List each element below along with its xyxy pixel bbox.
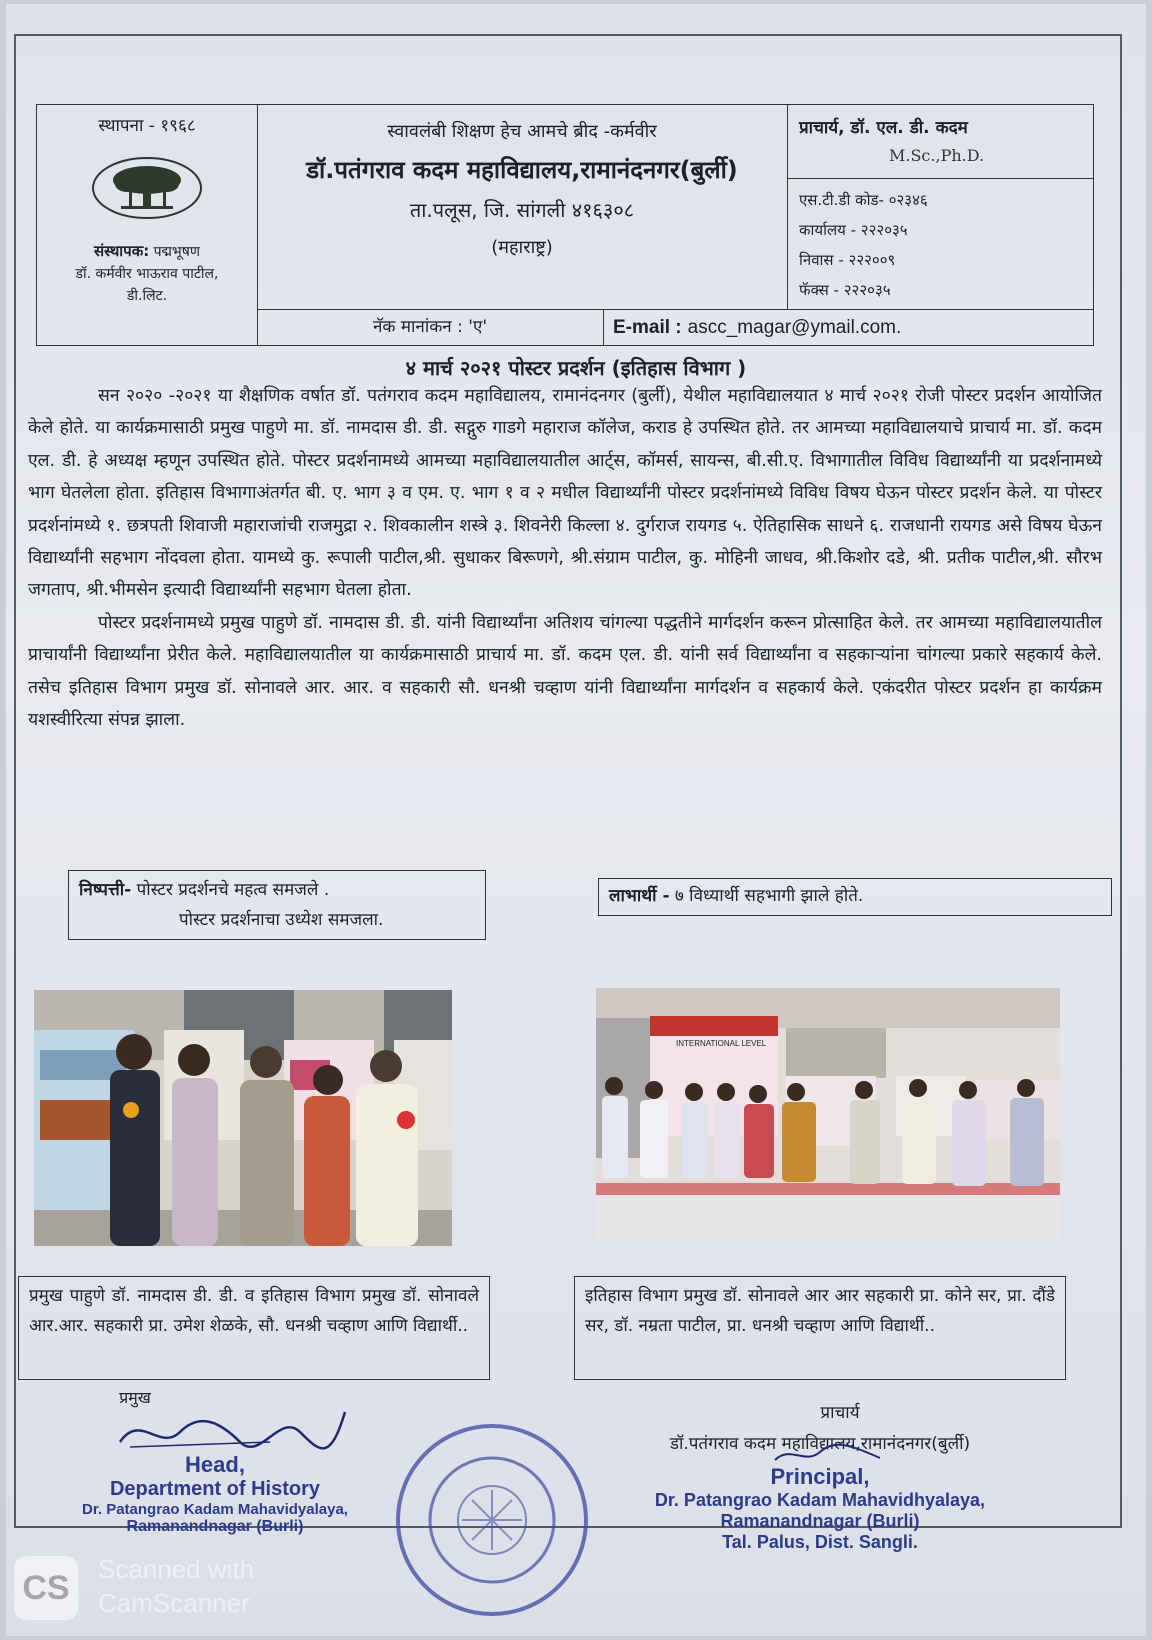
college-address: ता.पलूस, जि. सांगली ४१६३०८ — [409, 198, 635, 222]
email-line — [603, 310, 1093, 346]
beneficiary-box — [598, 878, 1112, 916]
watermark-line-1: Scanned with — [98, 1554, 255, 1584]
hod-place: Ramanandnagar (Burli) — [126, 1518, 304, 1535]
poster-banner-text: INTERNATIONAL LEVEL — [676, 1039, 767, 1048]
hod-head: Head, — [185, 1452, 245, 1477]
college-name: डॉ.पतंगराव कदम महाविद्यालय,रामानंदनगर(बुर्ली) — [306, 156, 738, 184]
principal-district: Tal. Palus, Dist. Sangli. — [722, 1532, 918, 1552]
founder-title: पद्मभूषण — [153, 244, 200, 260]
motto: स्वावलंबी शिक्षण हेच आमचे ब्रीद -कर्मवीर — [387, 121, 657, 142]
letterhead-center — [257, 105, 788, 309]
college-seal-icon — [392, 1420, 592, 1620]
hod-college: Dr. Patangrao Kadam Mahavidyalaya, — [82, 1501, 348, 1518]
beneficiary-text: ७ विध्यार्थी सहभागी झाले होते. — [674, 886, 864, 906]
outcome-label: निष्पत्ती- — [79, 880, 132, 900]
founder-name: डॉ. कर्मवीर भाऊराव पाटील, — [75, 266, 219, 282]
principal-college: Dr. Patangrao Kadam Mahavidhyalaya, — [654, 1490, 986, 1510]
principal-degree: M.Sc.,Ph.D. — [889, 146, 985, 165]
naac-grade: नॅक मानांकन : 'ए' — [257, 310, 604, 346]
college-state: (महाराष्ट्र) — [491, 237, 553, 258]
outcome-line-1: पोस्टर प्रदर्शनचे महत्व समजले . — [136, 880, 330, 900]
email-address: ascc_magar@ymail.com. — [687, 317, 902, 338]
founder-info — [37, 240, 257, 307]
hod-department: Department of History — [109, 1478, 321, 1500]
beneficiary-label: लाभार्थी - — [609, 886, 670, 906]
event-photo-left — [34, 990, 452, 1246]
report-title: ४ मार्च २०२१ पोस्टर प्रदर्शन (इतिहास विभाग ) — [405, 356, 747, 380]
principal-place: Ramanandnagar (Burli) — [720, 1511, 920, 1531]
principal-title-marathi: प्राचार्य — [820, 1403, 860, 1423]
caption-right: इतिहास विभाग प्रमुख डॉ. सोनावले आर आर सहकारी प्रा. कोने सर, प्रा. दौंडे सर, डॉ. नम्रता पाटील, प्रा. धनश्री चव्हाण आणि विद्यार्थी.. — [574, 1276, 1066, 1380]
letterhead-left — [37, 105, 258, 345]
fax-number: फॅक्स - २२२०३५ — [799, 281, 891, 299]
camscanner-logo-icon: CS — [14, 1556, 78, 1620]
hod-signature-block — [50, 1386, 380, 1536]
caption-left: प्रमुख पाहुणे डॉ. नामदास डी. डी. व इतिहास विभाग प्रमुख डॉ. सोनावले आर.आर. सहकारी प्रा. उमेश शेळके, सौ. धनश्री चव्हाण आणि विद्यार्थी.. — [18, 1276, 490, 1380]
event-photo-right — [596, 988, 1060, 1240]
contact-numbers — [787, 179, 1093, 311]
report-body — [28, 380, 1102, 736]
outcome-box — [68, 870, 486, 940]
email-label: E-mail : — [613, 317, 682, 338]
founder-degree: डी.लिट. — [126, 288, 168, 304]
established-year: स्थापना - १९६८ — [98, 116, 196, 136]
principal-name: प्राचार्य, डॉ. एल. डी. कदम — [799, 118, 968, 138]
letterhead — [36, 104, 1094, 346]
watermark-line-2: CamScanner — [98, 1588, 250, 1618]
residence-phone: निवास - २२२००९ — [799, 251, 896, 269]
principal-box — [787, 105, 1093, 179]
letterhead-right — [787, 105, 1093, 309]
principal-signature-block — [600, 1400, 1040, 1553]
founder-label: संस्थापक: — [94, 242, 150, 260]
banyan-tree-logo-icon — [91, 156, 203, 220]
principal-college-marathi: डॉ.पतंगराव कदम महाविद्यालय,रामानंदनगर(बुर्ली) — [669, 1434, 971, 1454]
hod-title-marathi: प्रमुख — [119, 1388, 151, 1407]
std-code: एस.टी.डी कोड- ०२३४६ — [799, 191, 928, 209]
report-paragraph-1: सन २०२० -२०२१ या शैक्षणिक वर्षात डॉ. पतंगराव कदम महाविद्यालय, रामानंदनगर (बुर्ली), येथील महाविद्यालयात ४ मार्च २०२१ रोजी पोस्टर प्रदर्शन आयोजित केले होते. या कार्यक्रमासाठी प्रमुख पाहुणे मा. डॉ. नामदास डी. डी. सद्गुरु गाडगे महाराज कॉलेज, कराड हे उपस्थित होते. तर आमच्या महाविद्यालयाचे प्राचार्य मा. डॉ. कदम एल. डी. हे अध्यक्ष म्हणून उपस्थित होते. पोस्टर प्रदर्शनामध्ये आमच्या महाविद्यालयातील आर्ट्स, कॉमर्स, सायन्स, बी.सी.ए. विभागातील विविध विद्यार्थ्यांनी या प्रदर्शनामध्ये भाग घेतलेला होता. इतिहास विभागाअंतर्गत बी. ए. भाग ३ व एम. ए. भाग १ व २ मधील विद्यार्थ्यांनी पोस्टर प्रदर्शनांमध्ये विविध विषय घेऊन पोस्टर प्रदर्शन केले. या पोस्टर प्रदर्शनांमध्ये १. छत्रपती शिवाजी महाराजांची राजमुद्रा २. शिवकालीन शस्त्रे ३. शिवनेरी किल्ला ४. दुर्गराज रायगड ५. ऐतिहासिक साधने ६. राजधानी रायगड असे विषय घेऊन विद्यार्थ्यांनी सहभाग नोंदवला होता. यामध्ये कु. रूपाली पाटील,श्री. सुधाकर बिरूणगे, श्री.संग्राम पाटील, कु. मोहिनी जाधव, श्री.किशोर दडे, श्री. प्रतीक पाटील,श्री. सौरभ जगताप, श्री.भीमसेन इत्यादी विद्यार्थ्यांनी सहभाग घेतला होता. — [28, 386, 1102, 601]
principal-label: Principal, — [770, 1464, 870, 1489]
camscanner-watermark — [14, 1552, 304, 1624]
report-paragraph-2: पोस्टर प्रदर्शनामध्ये प्रमुख पाहुणे डॉ. नामदास डी. डी. यांनी विद्यार्थ्यांना अतिशय चांगल्या पद्धतीने मार्गदर्शन करून प्रोत्साहित केले. तर आमच्या महाविद्यालयातील प्राचार्यांनी विद्यार्थ्यांना प्रेरीत केले. महाविद्यालयातील या कार्यक्रमासाठी प्राचार्य मा. डॉ. कदम एल. डी. यांनी सर्व विद्यार्थ्यांना व सहकाऱ्यांना चांगल्या प्रकारे सहकार्य केले. तसेच इतिहास विभाग प्रमुख डॉ. सोनावले आर. आर. व सहकारी सौ. धनश्री चव्हाण यांनी विद्यार्थ्यांना मार्गदर्शन व सहकार्य केले. एकंदरीत पोस्टर प्रदर्शन हा कार्यक्रम यशस्वीरित्या संपन्न झाला. — [28, 612, 1102, 731]
office-phone: कार्यालय - २२२०३५ — [799, 221, 908, 239]
outcome-line-2: पोस्टर प्रदर्शनाचा उध्येश समजला. — [179, 910, 384, 930]
letterhead-bottom — [257, 309, 1093, 346]
